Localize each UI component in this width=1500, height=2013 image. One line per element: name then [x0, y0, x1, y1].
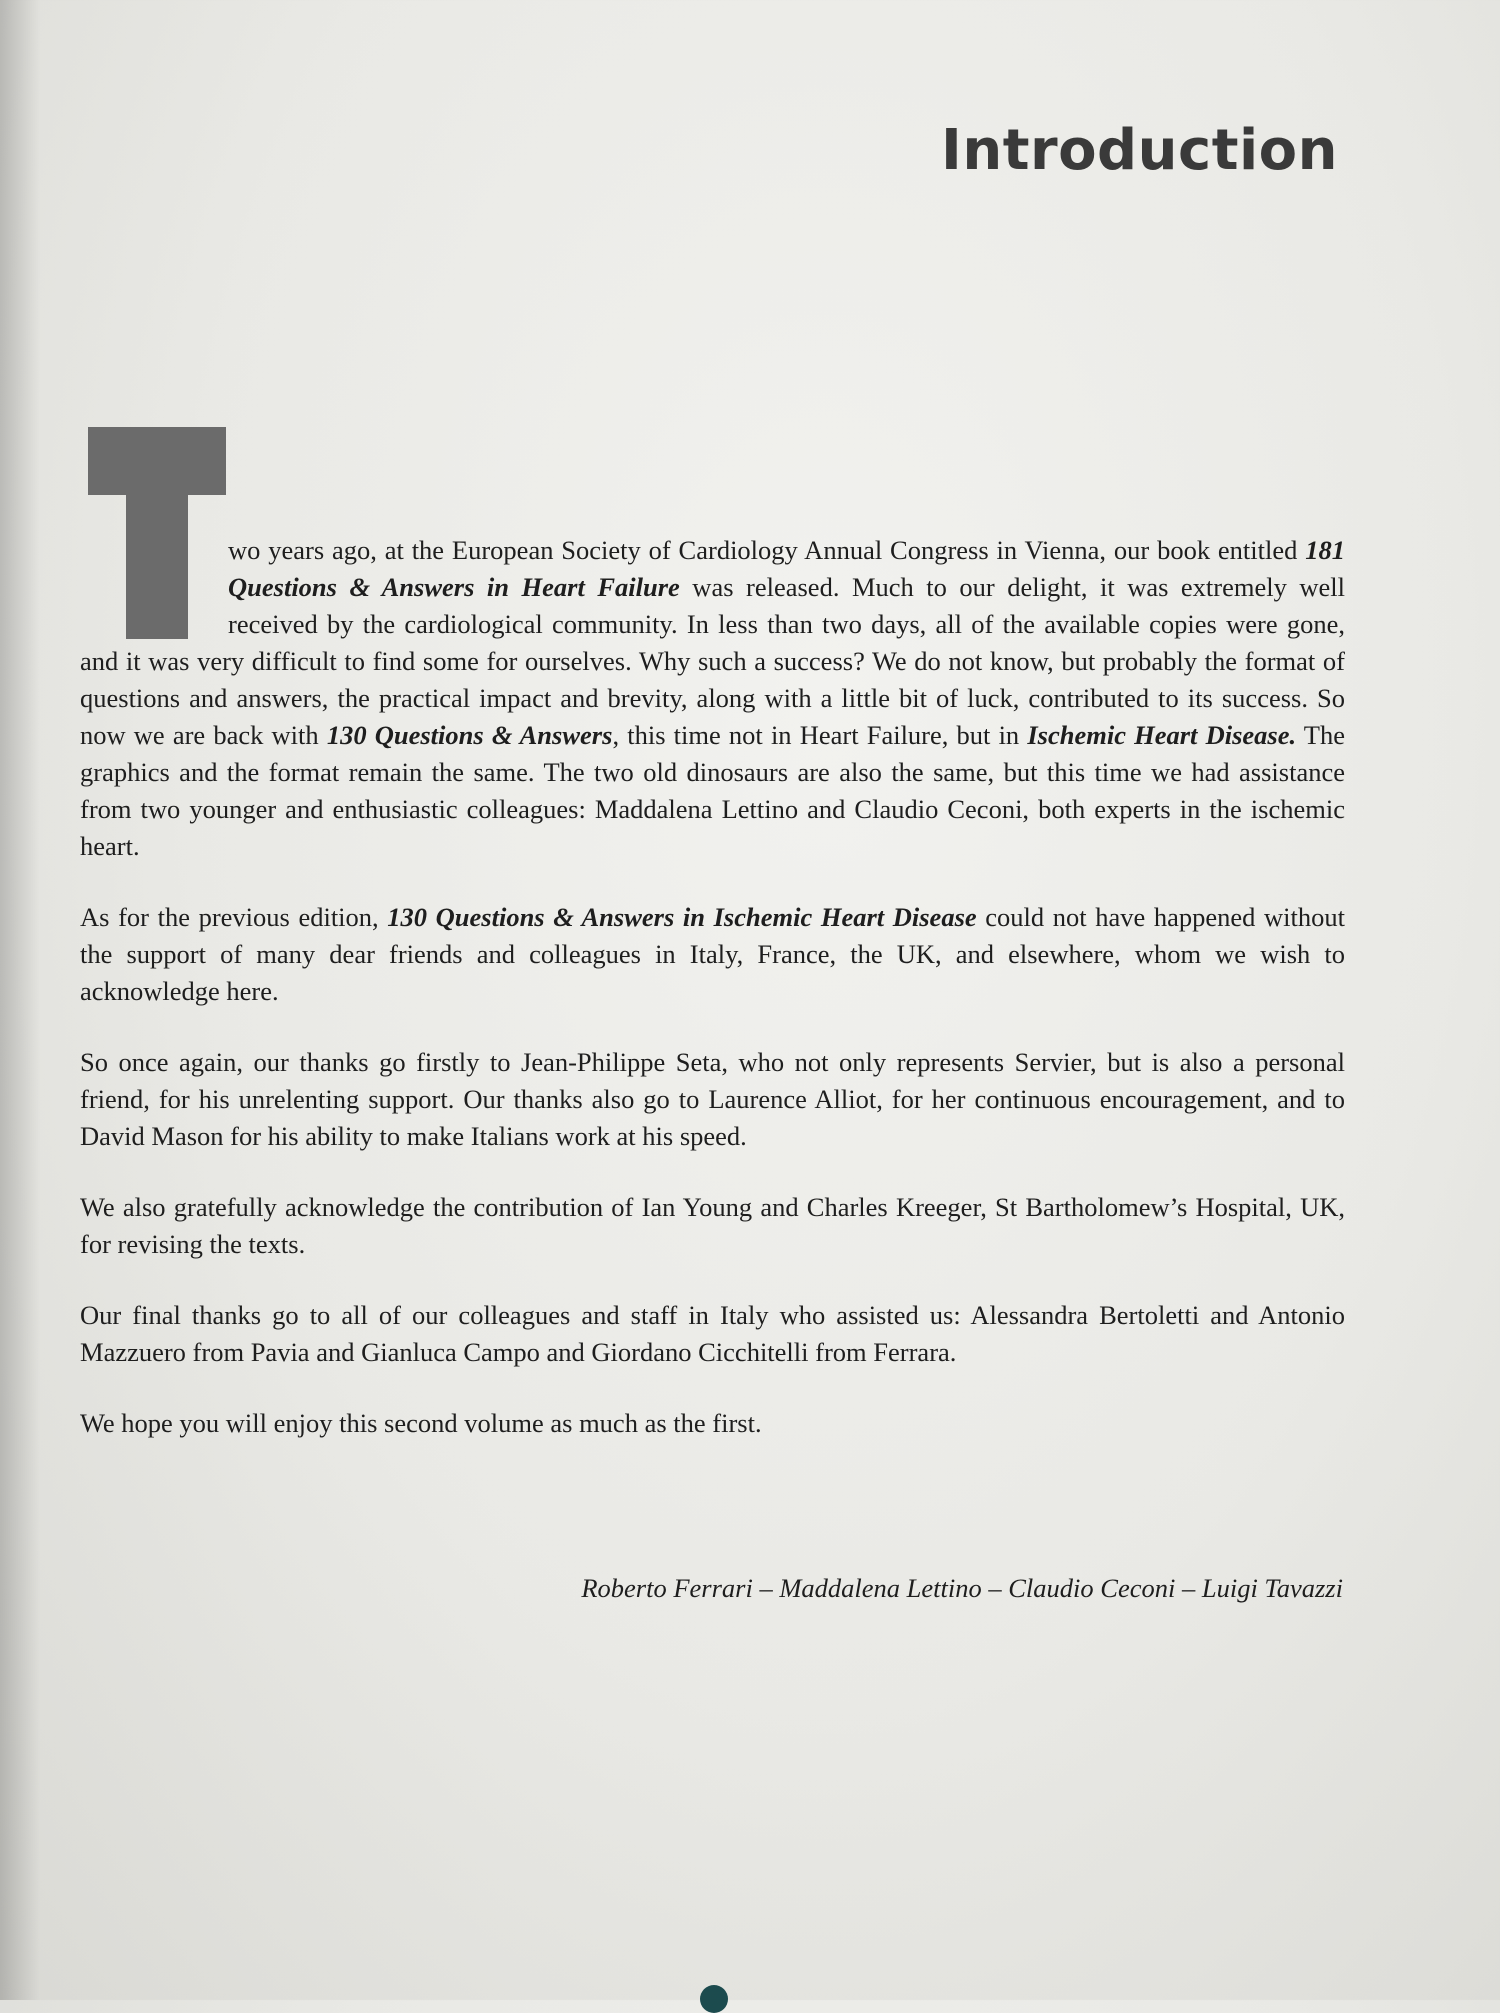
paragraph-6: We hope you will enjoy this second volume as much as the first.	[80, 1408, 762, 1438]
page-title: Introduction	[940, 118, 1338, 183]
author-signature: Roberto Ferrari – Maddalena Lettino – Claudio Ceconi – Luigi Tavazzi	[581, 1573, 1343, 1603]
paragraph-5: Our final thanks go to all of our colleagues and staff in Italy who assisted us: Alessandra Bertoletti and Antonio Mazzuero from Pavia and Gianluca Campo and Giordano Cicchitelli from Ferrara.	[80, 1300, 1345, 1367]
introduction-body	[80, 432, 1345, 1476]
paragraph-2-text-b: could not have happened without the support of many dear friends and colleagues in Italy, France, the UK, and elsewhere, whom we wish to acknowledge here.	[80, 902, 1345, 1006]
page-number-marker	[700, 1985, 728, 2013]
page-gutter-shadow	[0, 0, 40, 2000]
paragraph-1-text-d: The graphics and the format remain the same. The two old dinosaurs are also the same, but this time we had assistance from two younger and enthusiastic colleagues: Maddalena Lettino and Claudio Ceconi, both experts in the ischemic heart.	[80, 720, 1345, 861]
paragraph-2-text-a: As for the previous edition,	[80, 902, 388, 932]
book-title-heart-failure: 181 Questions & Answers in Heart Failure	[228, 535, 1345, 602]
paragraph-3: So once again, our thanks go firstly to Jean-Philippe Seta, who not only represents Servier, but is also a personal friend, for his unrelenting support. Our thanks also go to Laurence Alliot, for her continuous encouragement, and to David Mason for his ability to make Italians work at his speed.	[80, 1047, 1345, 1151]
topic-ischemic-heart-disease: Ischemic Heart Disease.	[1027, 720, 1297, 750]
paragraph-1-text-a: wo years ago, at the European Society of Cardiology Annual Congress in Vienna, our book entitled	[228, 535, 1306, 565]
book-title-130-questions: 130 Questions & Answers	[326, 720, 613, 750]
paragraph-1-text-c: , this time not in Heart Failure, but in	[612, 720, 1028, 750]
book-title-ischemic: 130 Questions & Answers in Ischemic Heart Disease	[387, 902, 977, 932]
paragraph-1-text-b: was released. Much to our delight, it was extremely well received by the cardiological community. In less than two days, all of the available copies were gone, and it was very difficult to find some for ourselves. Why such a success? We do not know, but probably the format of questions and answers, the practical impact and brevity, along with a little bit of luck, contributed to its success. So now we are back with	[80, 572, 1345, 750]
paragraph-1	[80, 432, 1345, 865]
drop-cap	[80, 432, 218, 639]
paragraph-2	[80, 899, 1345, 1010]
paragraph-4: We also gratefully acknowledge the contribution of Ian Young and Charles Kreeger, St Bartholomew’s Hospital, UK, for revising the texts.	[80, 1192, 1345, 1259]
drop-cap-letter-t	[88, 427, 226, 639]
